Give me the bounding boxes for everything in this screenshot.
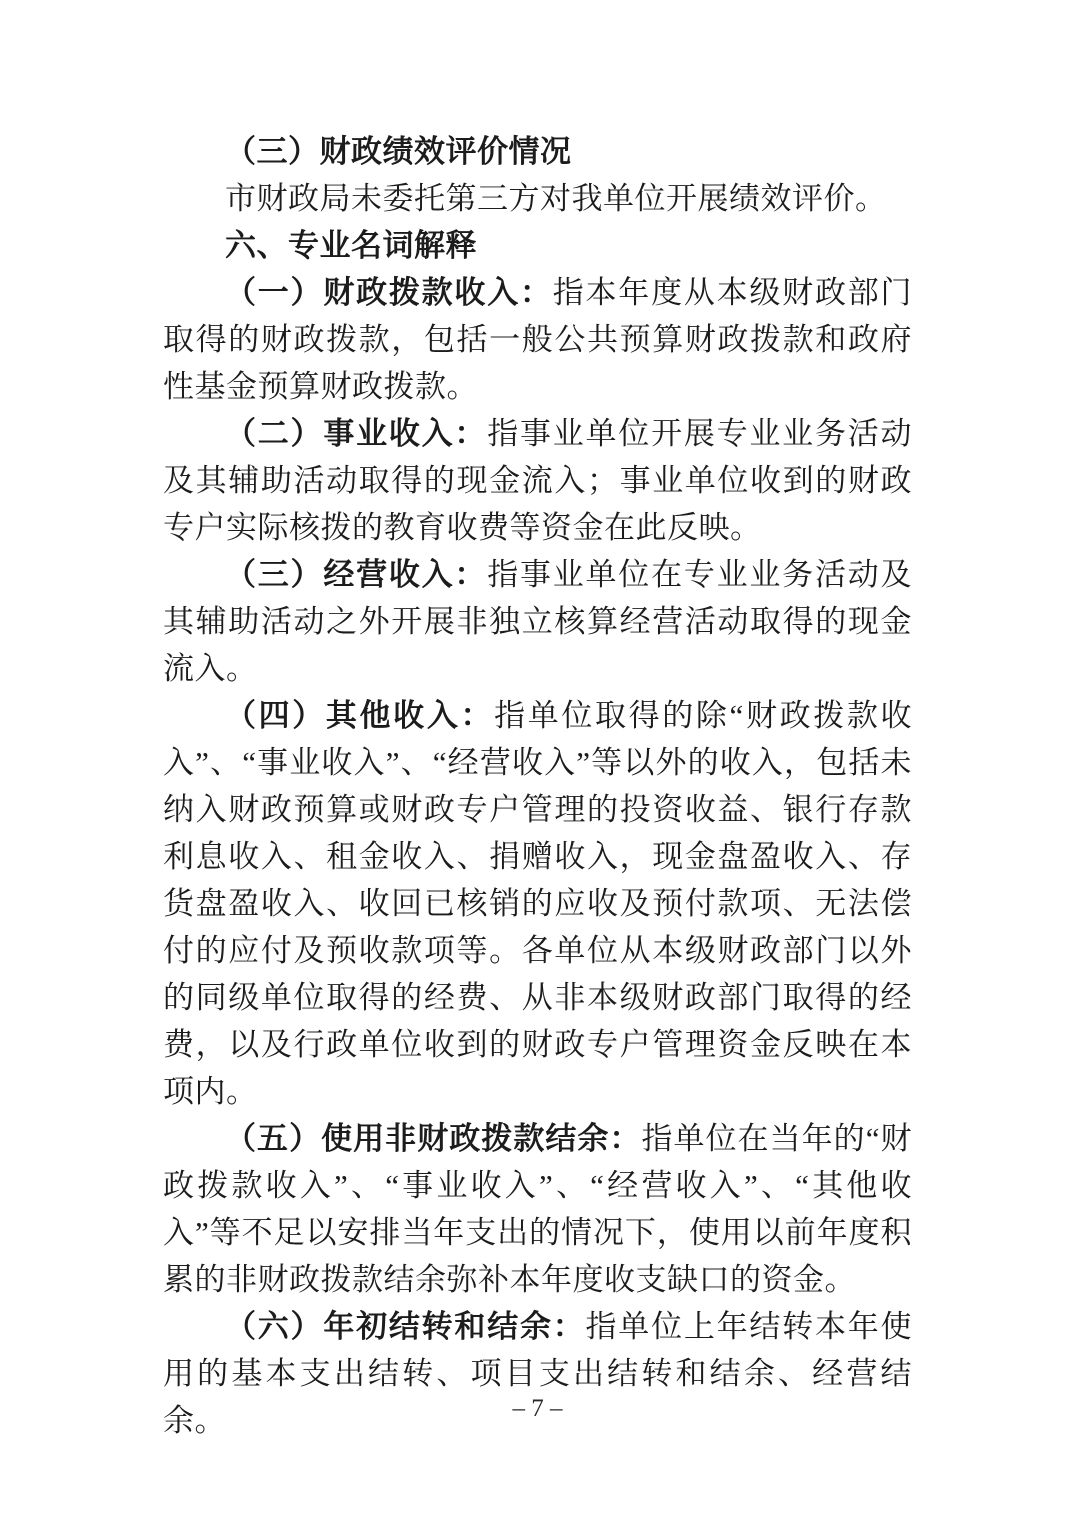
page-number: – 7 – [512, 1395, 563, 1422]
term-body: 指单位上年结转本年使用的基本支出结转、项目支出结转和结余、经营结余。 [163, 1309, 913, 1438]
term-paragraph [163, 551, 912, 692]
term-paragraph [163, 692, 912, 1115]
term-body: 指本年度从本级财政部门取得的财政拨款，包括一般公共预算财政拨款和政府性基金预算财政拨款。 [163, 275, 912, 404]
term-lead: （四）其他收入： [225, 698, 495, 733]
page-content [163, 128, 912, 1444]
term-body: 指单位取得的除“财政拨款收入”、“事业收入”、“经营收入”等以外的收入，包括未纳入财政预算或财政专户管理的投资收益、银行存款利息收入、租金收入、捐赠收入，现金盘盈收入、存货盘盈收入、收回已核销的应收及预付款项、无法偿付的应付及预收款项等。各单位从本级财政部门以外的同级单位取得的经费、从非本级财政部门取得的经费，以及行政单位收到的财政专户管理资金反映在本项内。 [163, 698, 912, 1109]
term-lead: （六）年初结转和结余： [225, 1309, 586, 1344]
term-paragraph [163, 269, 912, 410]
term-body: 指单位在当年的“财政拨款收入”、“事业收入”、“经营收入”、“其他收入”等不足以安排当年支出的情况下，使用以前年度积累的非财政拨款结余弥补本年度收支缺口的资金。 [163, 1121, 912, 1297]
term-body: 指事业单位在专业业务活动及其辅助活动之外开展非独立核算经营活动取得的现金流入。 [163, 557, 913, 686]
term-paragraph [163, 410, 912, 551]
term-lead: （一）财政拨款收入： [225, 275, 553, 310]
subsection-body: 市财政局未委托第三方对我单位开展绩效评价。 [225, 181, 887, 216]
term-lead: （二）事业收入： [225, 416, 488, 451]
section-heading: 六、专业名词解释 [225, 228, 477, 263]
subsection-title: （三）财政绩效评价情况 [225, 134, 572, 169]
term-body: 指事业单位开展专业业务活动及其辅助活动取得的现金流入；事业单位收到的财政专户实际核拨的教育收费等资金在此反映。 [163, 416, 913, 545]
term-lead: （三）经营收入： [225, 557, 488, 592]
term-lead: （五）使用非财政拨款结余： [225, 1121, 642, 1156]
term-paragraph [163, 1115, 912, 1303]
